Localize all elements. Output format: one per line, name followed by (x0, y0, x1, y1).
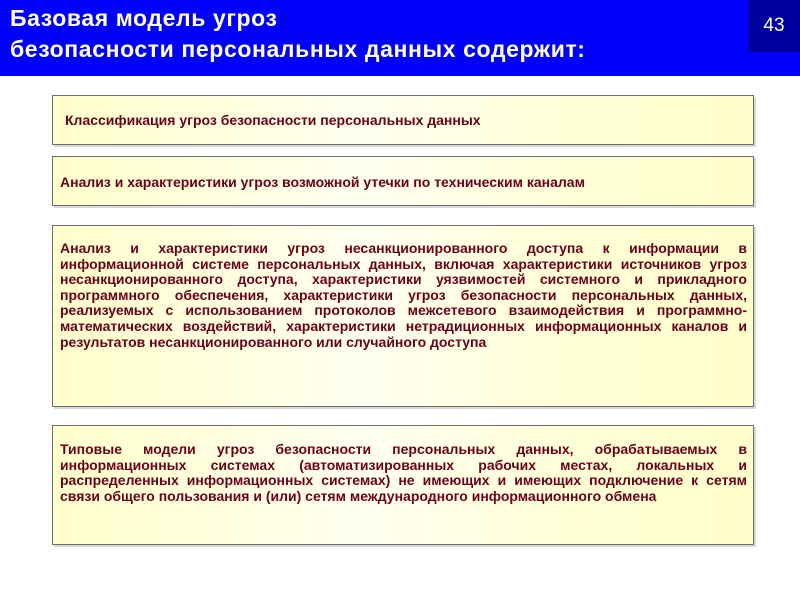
slide-title (10, 3, 740, 65)
content-box-technical-leakage (52, 156, 754, 206)
content-box-text: Типовые модели угроз безопасности персональных данных, обрабатываемых в информационных системах (автоматизированных рабочих местах, локальных и распределенных информационных системах) не имеющих и имеющих подключение к сетям связи общего пользования и (или) сетям международного информационного обмена (60, 441, 747, 504)
content-box-threat-classification (52, 95, 754, 145)
content-box-typical-models (52, 425, 754, 545)
content-box-text: Классификация угроз безопасности персональных данных (65, 112, 481, 128)
content-box-text: Анализ и характеристики угроз несанкционированного доступа к информации в информационной системе персональных данных, включая характеристики источников угроз несанкционированного доступа, характеристики уязвимостей системного и прикладного программного обеспечения, характеристики угроз безопасности персональных данных, реализуемых с использованием протоколов межсетевого взаимодействия и программно-математических воздействий, характеристики нетрадиционных информационных каналов и результатов несанкционированного или случайного доступа (60, 240, 747, 350)
content-box-unauthorized-access (52, 225, 754, 407)
slide-header (0, 0, 800, 76)
page-number: 43 (748, 0, 800, 52)
slide-title-line-2: безопасности персональных данных содержит: (10, 36, 586, 62)
slide-title-line-1: Базовая модель угроз (10, 5, 278, 31)
content-box-text: Анализ и характеристики угроз возможной утечки по техническим каналам (60, 174, 585, 190)
